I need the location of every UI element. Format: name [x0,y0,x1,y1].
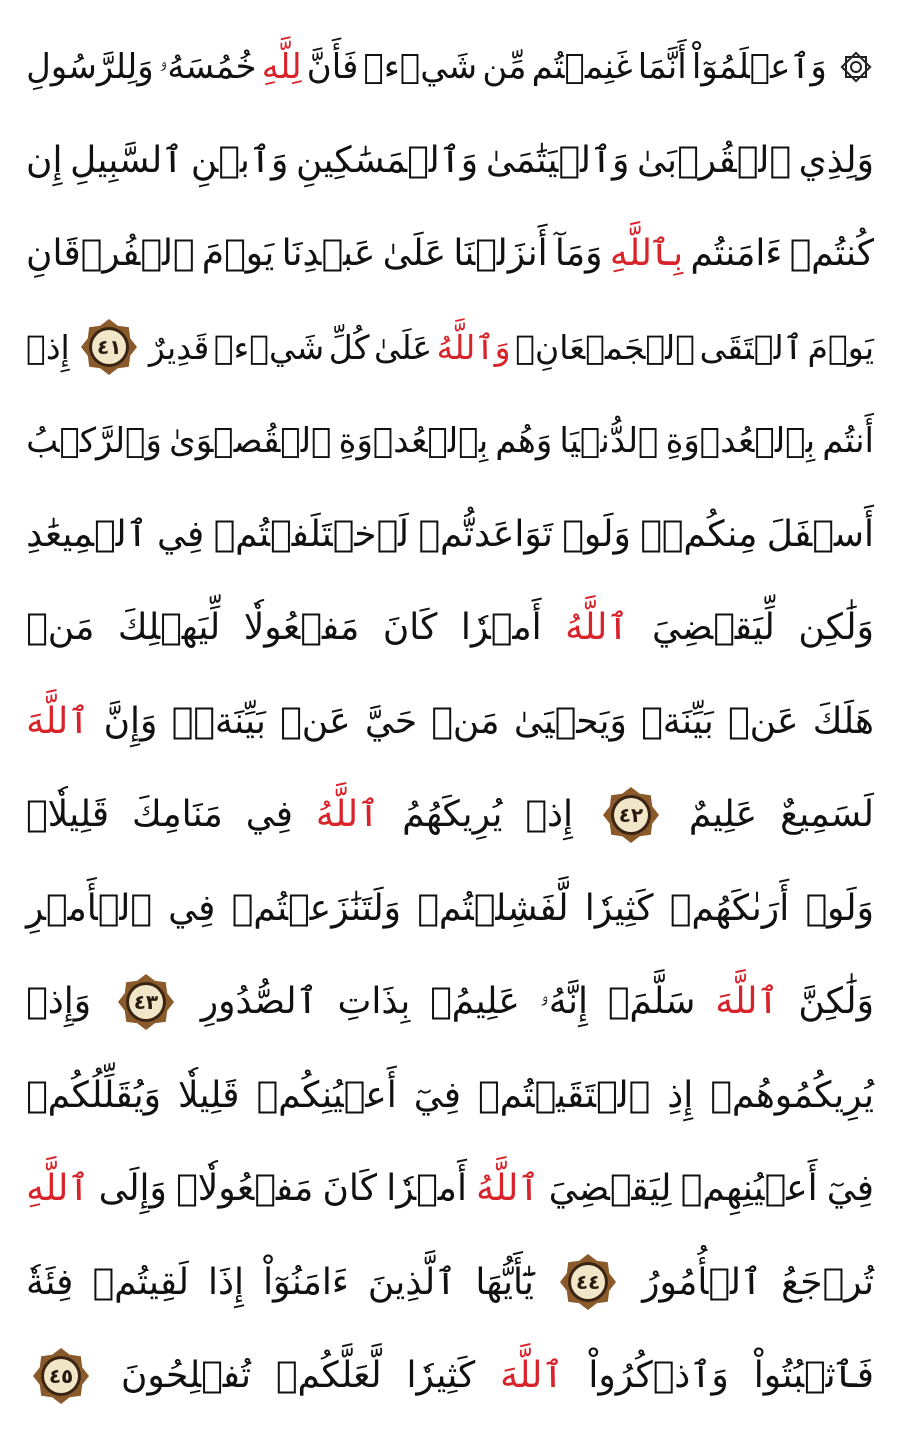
word: هَلَكَ [812,700,874,742]
word: كَثِيرٗا [406,1355,476,1397]
word: وَإِلَى [98,1168,167,1210]
word: كُلِّ [328,327,370,367]
word: عَلَىٰ [382,233,447,275]
word: فِي [157,513,205,555]
word: ٱلۡأَمۡرِ [26,887,152,929]
text-line [24,301,876,395]
word: ءَامَنُوٓاْ [263,1261,349,1303]
word: بِٱلۡعُدۡوَةِ [338,420,489,461]
text-line [24,488,876,582]
ayah-number-marker [117,973,175,1031]
divine-name-word: ٱللَّهِ [26,1168,90,1210]
word: إِذِ [667,1074,694,1116]
word: ٱلۡأُمُورُ [642,1261,763,1303]
word: أَنزَلۡنَا [453,233,548,275]
word: سَلَّمَۚ [607,981,696,1023]
word: وَٱلۡيَتَٰمَىٰ [485,139,630,181]
word: وَٱذۡكُرُواْ [588,1355,729,1397]
word: مَنَامِكَ [132,794,223,836]
word: بِذَاتِ [337,981,411,1023]
word: تَوَاعَدتُّمۡ [418,513,553,555]
word: ٱلۡقُرۡبَىٰ [637,139,791,181]
word: وَٱلرَّكۡبُ [26,420,162,461]
word: يَوۡمَ [201,233,275,275]
word: أَنتُم [822,420,874,461]
word: فِيٓ [413,1074,461,1116]
word: مَنۡ [26,607,95,649]
ayah-number: ٤١ [97,335,122,360]
word: ٱلۡمِيعَٰدِ [26,513,148,555]
word: قَدِيرٌ [148,327,210,367]
text-line [24,768,876,862]
divine-name-word: ٱللَّهَ [26,700,90,742]
word: ٱلَّذِينَ [367,1261,457,1303]
text-line [24,1329,876,1423]
ayah-number-marker [32,1347,90,1405]
word: بِٱلۡعُدۡوَةِ [665,420,816,461]
word: كَثِيرٗا [584,887,654,929]
word: بَيِّنَةٖ [641,700,714,742]
word: أَعۡيُنِهِمۡ [680,1168,818,1210]
word: عَنۢ [728,700,799,742]
word: قَلِيلٗا [178,1074,240,1116]
word: ٱلۡقُصۡوَىٰ [169,420,332,461]
word: عَلَىٰ [373,327,433,367]
text-line [24,1236,876,1330]
word: وَلِلرَّسُولِ [26,46,154,87]
word: ٱلۡتَقَيۡتُمۡ [478,1074,651,1116]
word: عَنۢ [280,700,351,742]
word: أَمۡرٗا [386,1168,467,1210]
divine-name-word: ٱللَّهُ [565,607,629,649]
word: تُرۡجَعُ [781,1261,874,1303]
word: أَسۡفَلَ [766,513,874,555]
word: لَسَمِيعٌ [780,794,874,836]
ayah-number-marker [559,1253,617,1311]
rub-el-hizb-icon [836,47,876,87]
word: كُنتُمۡ [789,233,874,275]
word: غَنِمۡتُم [531,46,633,87]
word: لَقِيتُمۡ [92,1261,189,1303]
ayah-number-marker [602,786,660,844]
word: لِيَقۡضِيَ [548,1168,672,1210]
word: وَإِذۡ [26,981,92,1023]
word: ٱلدُّنۡيَا [559,420,659,461]
word: وَٱبۡنِ [190,139,289,181]
word: وَلَٰكِن [798,607,874,649]
word: يَٰٓأَيُّهَا [475,1261,534,1303]
word: ٱلصُّدُورِ [200,981,318,1023]
word: مِنكُمۡۚ [640,513,758,555]
word: وَيُقَلِّلُكُمۡ [26,1074,161,1116]
word: عَلِيمُۢ [430,981,520,1023]
word: يَوۡمَ [807,327,874,367]
word: وَلَٰكِنَّ [798,981,874,1023]
text-line [24,581,876,675]
word: وَهُم [495,420,553,461]
word: عَلِيمٌ [688,794,758,836]
word: مَفۡعُولٗا [243,607,360,649]
word: مَفۡعُولٗاۗ [176,1168,314,1210]
word: إِذۡ [525,794,574,836]
word: فَٱثۡبُتُواْ [753,1355,874,1397]
word: ٱلسَّبِيلِ [70,139,184,181]
word: كَانَ [382,607,438,649]
word: وَٱعۡلَمُوٓاْ [691,47,827,88]
word: فَأَنَّ [306,46,359,87]
word: وَمَآ [554,233,603,275]
divine-name-word: ٱللَّهُ [315,794,380,836]
word: ءَامَنتُم [690,233,783,275]
word: أَمۡرٗا [460,607,542,649]
word: فِي [245,794,293,836]
word: لِّيَقۡضِيَ [651,607,775,649]
word: وَإِنَّ [103,700,158,742]
word: فِيٓ [826,1168,874,1210]
text-line [24,675,876,769]
text-line [24,207,876,301]
word: بَيِّنَةٖۗ [171,700,266,742]
text-line [24,862,876,956]
word: حَيَّ [364,700,418,742]
word: ٱلۡجَمۡعَانِۗ [515,327,696,367]
text-line [24,955,876,1049]
word: يُرِيكَهُمُ [402,794,503,836]
ayah-number: ٤٣ [133,989,159,1014]
word: ٱلۡفُرۡقَانِ [26,233,195,275]
divine-name-word: لِلَّهِ [261,46,302,87]
word: وَيَحۡيَىٰ [513,700,627,742]
divine-name-word: بِٱللَّهِ [609,233,684,275]
word: إِذۡ [26,327,70,367]
word: لَّفَشِلۡتُمۡ [417,887,569,929]
word: خُمُسَهُۥ [158,46,257,87]
word: قَلِيلٗاۖ [26,794,110,836]
text-line [24,114,876,208]
word: يُرِيكُمُوهُمۡ [710,1074,874,1116]
word: عَبۡدِنَا [281,233,376,275]
ayah-number: ٤٥ [48,1363,74,1388]
divine-name-word: ٱللَّهُ [476,1168,540,1210]
word: شَيۡءٖ [213,327,325,367]
text-line [24,1142,876,1236]
word: مِّن [482,46,527,87]
ayah-number-marker [80,318,138,376]
divine-name-word: وَٱللَّهُ [436,327,511,367]
text-line [24,1049,876,1143]
word: تُفۡلِحُونَ [120,1355,251,1397]
ayah-number: ٤٢ [618,802,644,827]
text-line [24,20,876,114]
word: مَنۡ [431,700,500,742]
word: أَنَّمَا [637,46,687,87]
word: لَٱخۡتَلَفۡتُمۡ [213,513,410,555]
word: شَيۡءٖ [363,46,478,87]
word: كَانَ [322,1168,378,1210]
word: وَلَوۡ [805,887,874,929]
word: أَرَىٰكَهُمۡ [669,887,790,929]
word: إِذَا [208,1261,245,1303]
word: وَلِذِي [798,139,874,181]
divine-name-word: ٱللَّهَ [715,981,779,1023]
divine-name-word: ٱللَّهَ [500,1355,564,1397]
word: أَعۡيُنِكُمۡ [256,1074,397,1116]
word: وَلَتَنَٰزَعۡتُمۡ [231,887,402,929]
word: وَلَوۡ [562,513,631,555]
word: إِنَّهُۥ [539,980,589,1022]
word: وَٱلۡمَسَٰكِينِ [296,139,479,181]
word: لِّيَهۡلِكَ [117,607,221,649]
word: فِي [168,887,216,929]
word: فِئَةٗ [26,1261,74,1303]
word: إِن [26,139,63,181]
word: ٱلۡتَقَى [699,327,803,367]
text-line [24,394,876,488]
ayah-number: ٤٤ [575,1270,601,1295]
word: لَّعَلَّكُمۡ [275,1355,382,1397]
